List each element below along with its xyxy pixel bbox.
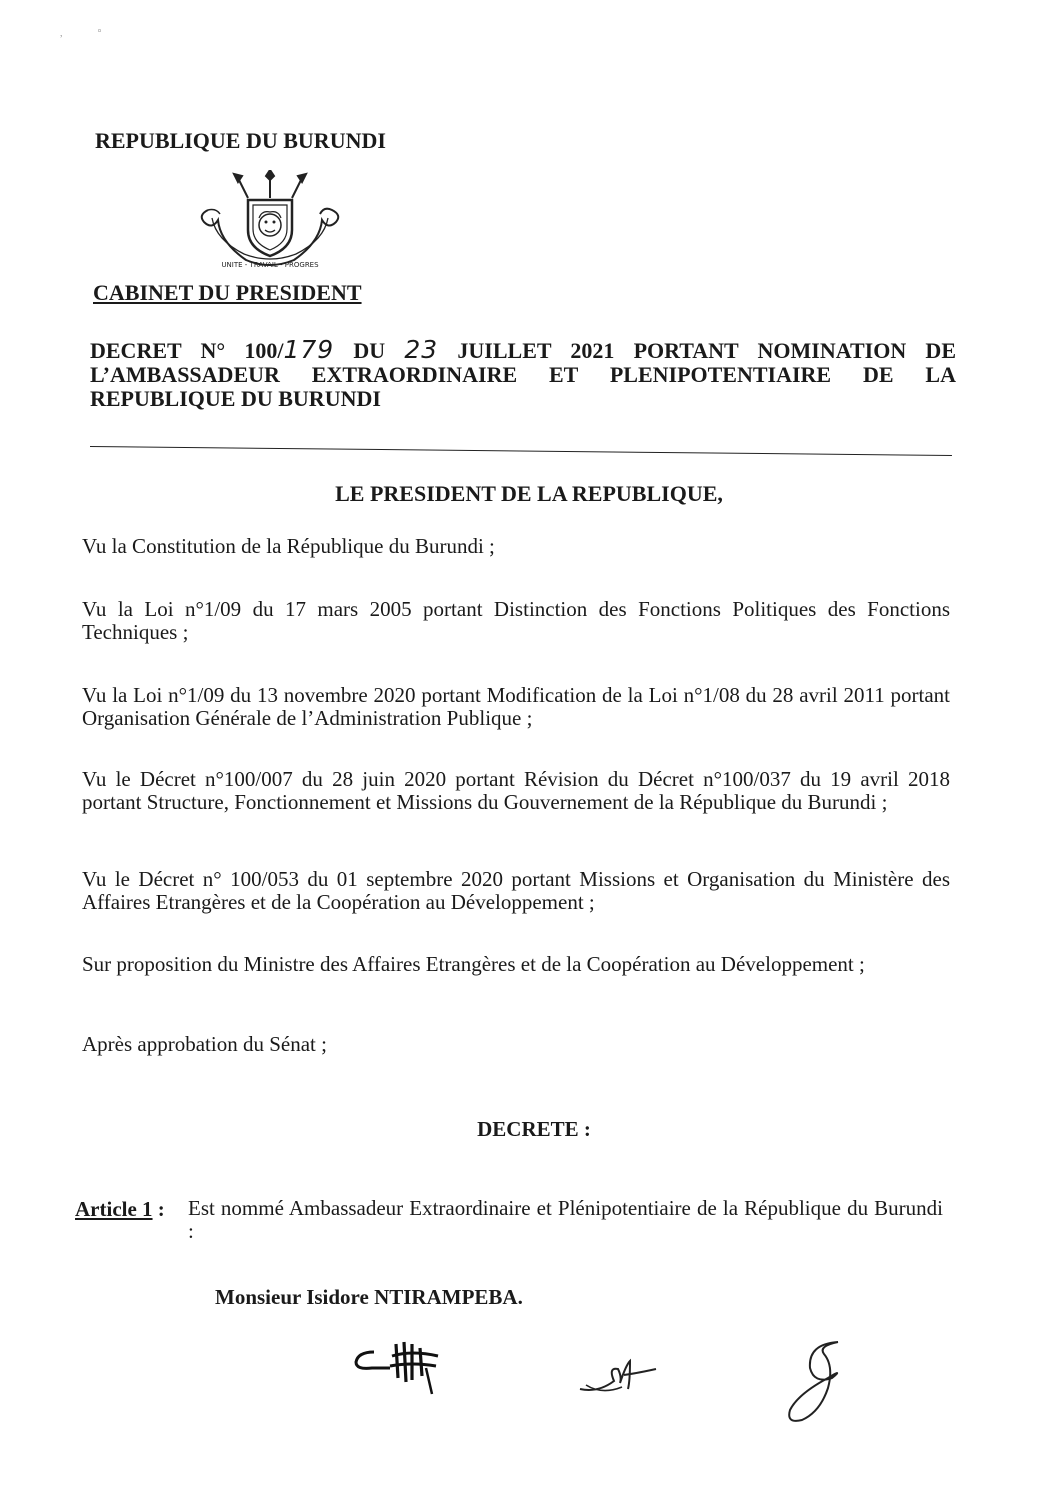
article-1-text: Est nommé Ambassadeur Extraordinaire et Plénipotentiaire de la République du Burundi : — [188, 1196, 943, 1243]
preamble-paragraph: Vu le Décret n°100/007 du 28 juin 2020 portant Révision du Décret n°100/037 du 19 avril 2018 portant Structure, Fonctionnement et Missions du Gouvernement de la République du Burundi ; — [82, 767, 950, 814]
decree-title-rest: JUILLET 2021 PORTANT NOMINATION DE L’AMBASSADEUR EXTRAORDINAIRE ET PLENIPOTENTIAIRE DE LA REPUBLIQUE DU BURUNDI — [90, 338, 956, 411]
preamble-paragraph: Vu le Décret n° 100/053 du 01 septembre 2020 portant Missions et Organisation du Ministère des Affaires Etrangères et de la Coopération au Développement ; — [82, 867, 950, 914]
article-1-label: Article 1 — [75, 1197, 153, 1221]
scan-specks: , ° — [60, 28, 102, 39]
signature-3 — [778, 1338, 853, 1428]
cabinet-heading: CABINET DU PRESIDENT — [93, 280, 362, 305]
signature-2 — [578, 1355, 658, 1400]
republic-heading: REPUBLIQUE DU BURUNDI — [95, 128, 386, 153]
burundi-coat-of-arms — [190, 170, 350, 275]
preamble-paragraph: Sur proposition du Ministre des Affaires Etrangères et de la Coopération au Développement ; — [82, 952, 865, 976]
preamble-paragraph: Vu la Constitution de la République du Burundi ; — [82, 534, 495, 558]
preamble-paragraph: Après approbation du Sénat ; — [82, 1032, 327, 1056]
handwritten-decree-number: 179 — [283, 335, 335, 364]
handwritten-day: 23 — [404, 335, 439, 364]
decrete-heading: DECRETE : — [477, 1117, 591, 1141]
preamble-paragraph: Vu la Loi n°1/09 du 17 mars 2005 portant Distinction des Fonctions Politiques des Fonctions Techniques ; — [82, 597, 950, 644]
decree-du: DU — [353, 338, 386, 363]
decree-title — [90, 335, 956, 411]
emblem-motto: UNITE - TRAVAIL - PROGRES — [221, 261, 319, 269]
article-1-colon: : — [152, 1197, 165, 1221]
preamble-heading: LE PRESIDENT DE LA REPUBLIQUE, — [335, 481, 723, 506]
decree-prefix: DECRET N° 100/ — [90, 338, 284, 363]
nominee-name: Monsieur Isidore NTIRAMPEBA. — [215, 1285, 523, 1309]
horizontal-rule — [90, 446, 952, 456]
signature-1 — [352, 1338, 447, 1398]
article-1-label-wrap — [75, 1197, 165, 1222]
preamble-paragraph: Vu la Loi n°1/09 du 13 novembre 2020 portant Modification de la Loi n°1/08 du 28 avril 2011 portant Organisation Générale de l’Administration Publique ; — [82, 683, 950, 730]
